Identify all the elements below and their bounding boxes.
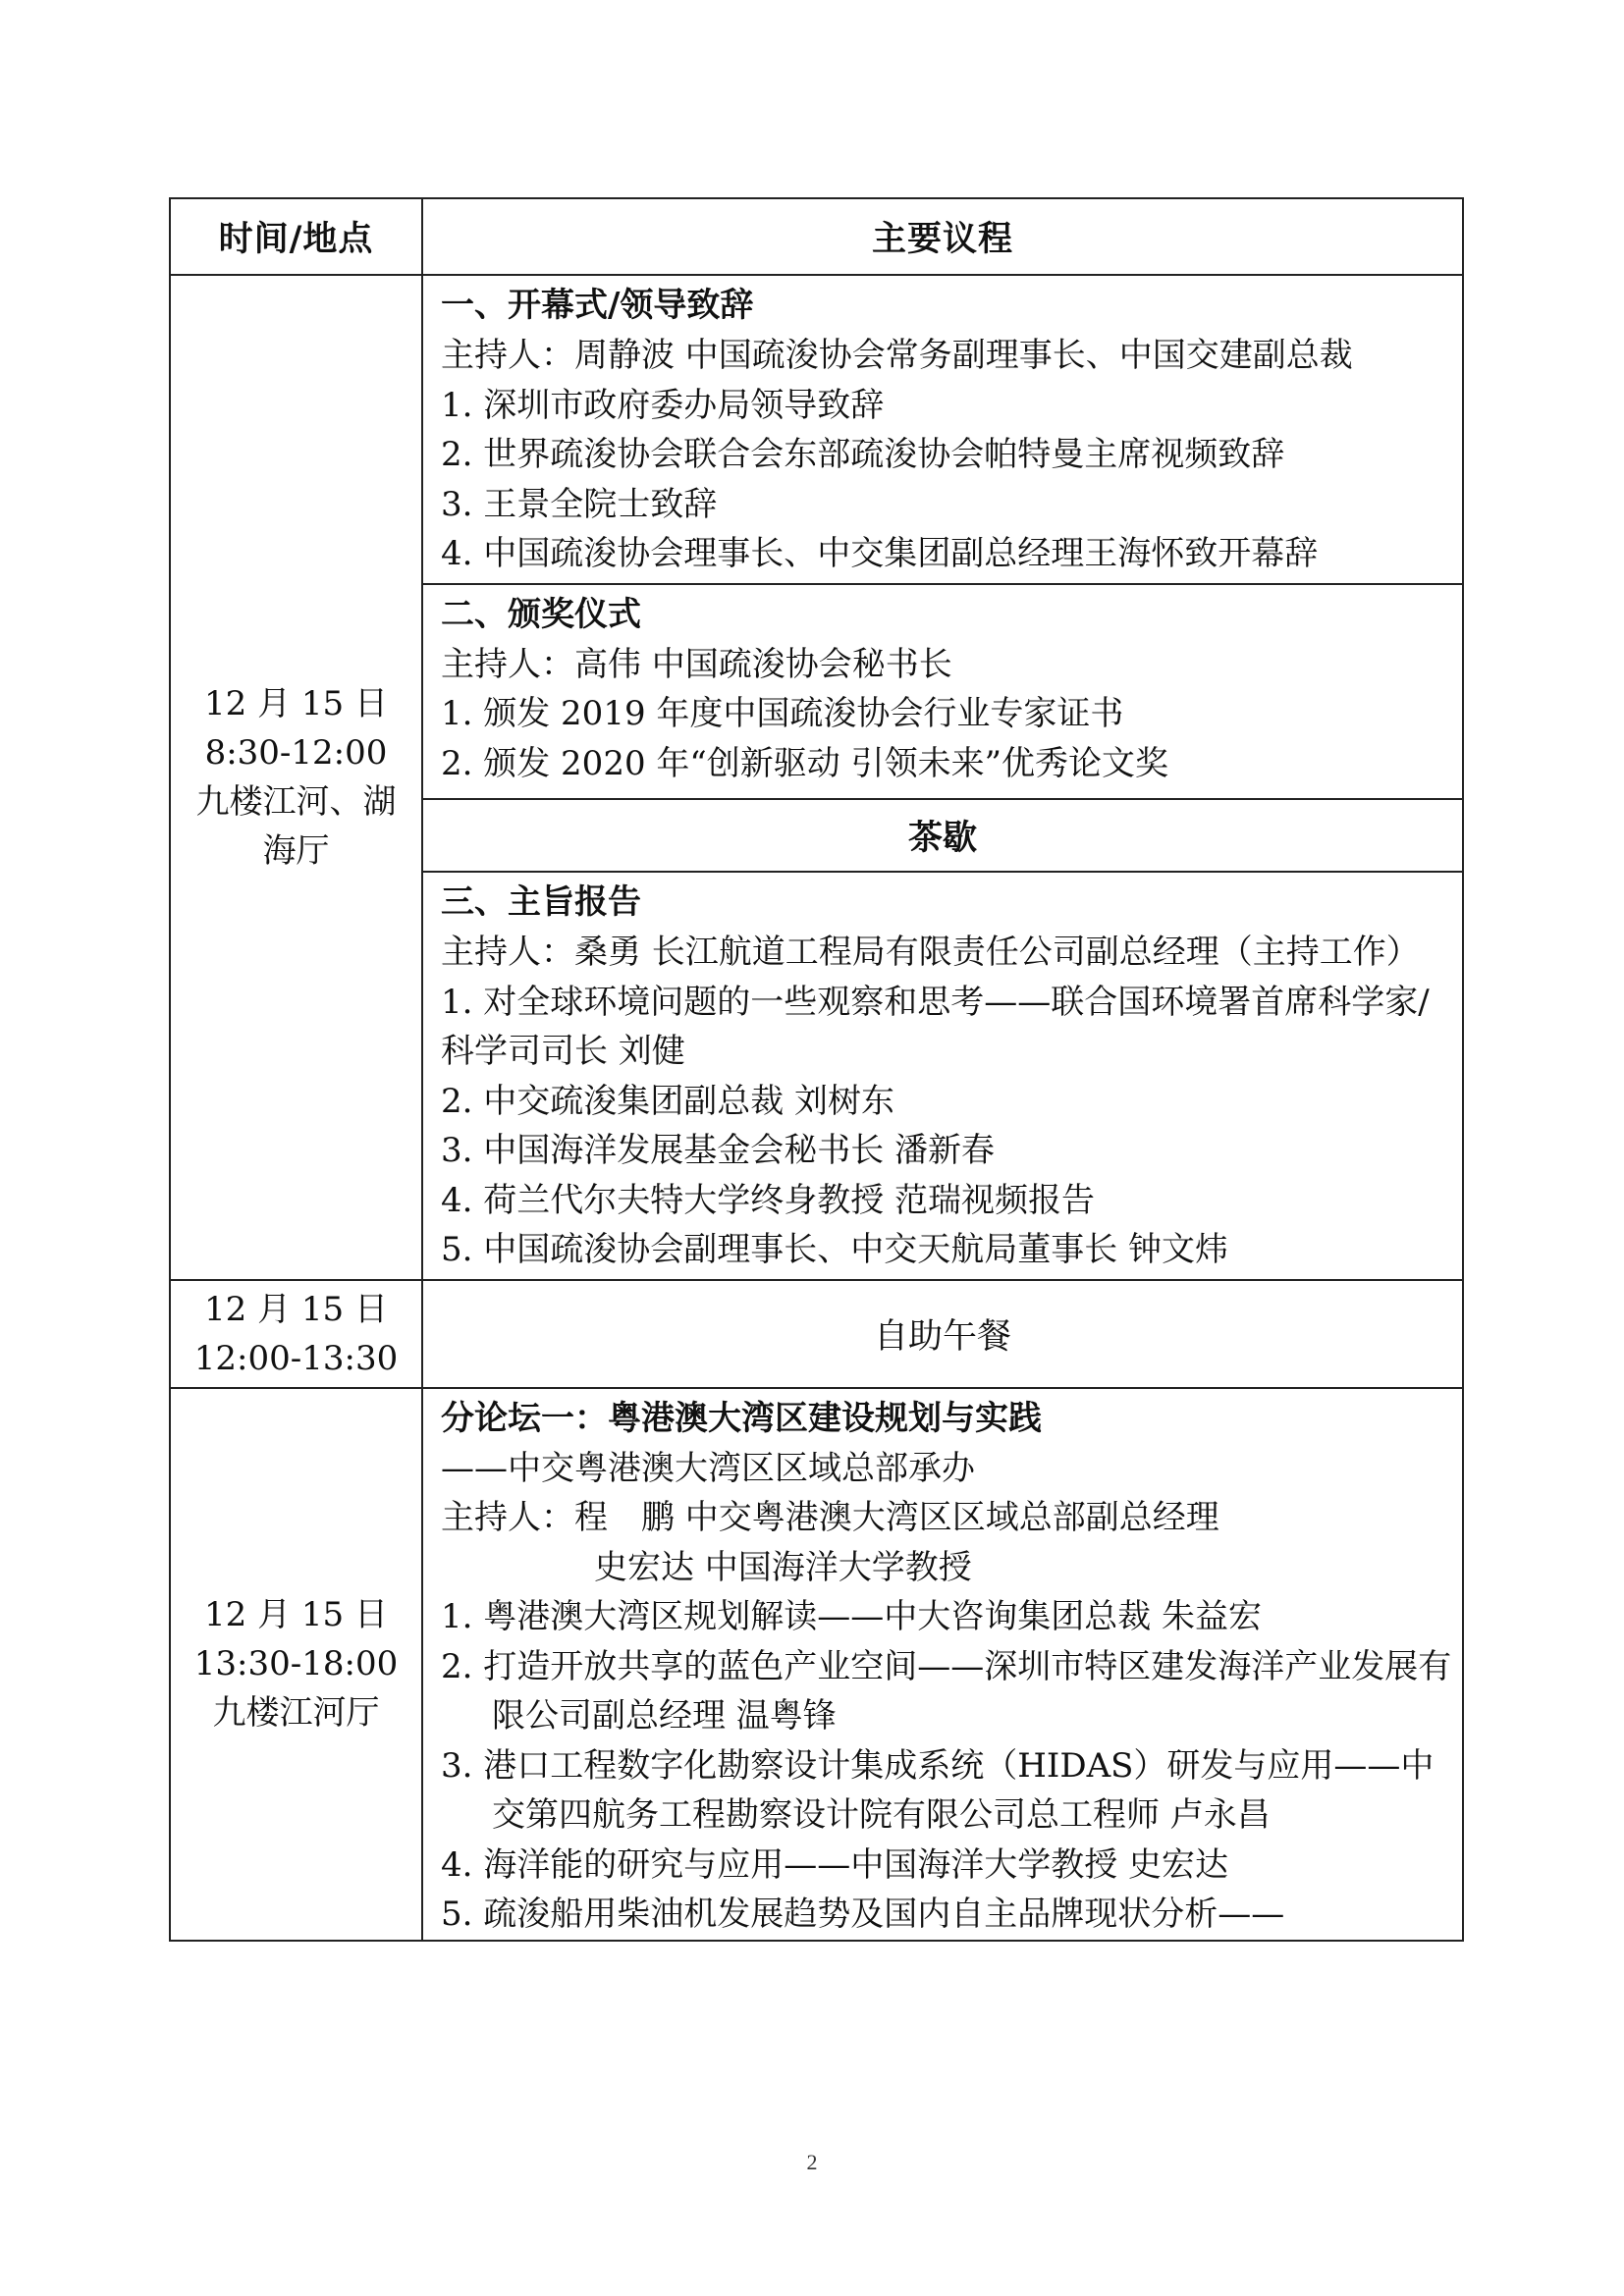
forum1-item-4: 4. 海洋能的研究与应用——中国海洋大学教授 史宏达: [441, 1844, 1229, 1885]
agenda-table: [169, 197, 1464, 1942]
award-title: 二、颁奖仪式: [441, 594, 641, 634]
keynote-host: 主持人：桑勇 长江航道工程局有限责任公司副总经理（主持工作）: [441, 933, 1420, 972]
lunch-row: [170, 1280, 1463, 1388]
award-item-1: 1. 颁发 2019 年度中国疏浚协会行业专家证书: [441, 694, 1124, 733]
opening-cell: [422, 275, 1463, 584]
block2-date: 12 月 15 日: [204, 1289, 388, 1329]
opening-title: 一、开幕式/领导致辞: [441, 286, 754, 325]
forum1-item-5: 5. 疏浚船用柴油机发展趋势及国内自主品牌现状分析——: [441, 1895, 1285, 1934]
header-time-place: 时间/地点: [170, 198, 422, 275]
forum1-host-1: 主持人：程 鹏 中交粤港澳大湾区区域总部副总经理: [441, 1498, 1219, 1537]
forum1-title: 分论坛一：粤港澳大湾区建设规划与实践: [441, 1398, 1042, 1438]
opening-item-2: 2. 世界疏浚协会联合会东部疏浚协会帕特曼主席视频致辞: [441, 435, 1285, 474]
opening-item-3: 3. 王景全院士致辞: [441, 484, 718, 524]
award-item-2: 2. 颁发 2020 年“创新驱动 引领未来”优秀论文奖: [441, 743, 1168, 783]
forum1-item-2: 2. 打造开放共享的蓝色产业空间——深圳市特区建发海洋产业发展有限公司副总经理 温粤锋: [441, 1646, 1452, 1735]
forum1-row: [170, 1388, 1463, 1941]
keynote-item-5: 5. 中国疏浚协会副理事长、中交天航局董事长 钟文炜: [441, 1230, 1229, 1269]
forum1-item-1: 1. 粤港澳大湾区规划解读——中大咨询集团总裁 朱益宏: [441, 1597, 1263, 1636]
keynote-item-3: 3. 中国海洋发展基金会秘书长 潘新春: [441, 1131, 996, 1170]
opening-item-4: 4. 中国疏浚协会理事长、中交集团副总经理王海怀致开幕辞: [441, 534, 1319, 573]
page-number: 2: [806, 2150, 818, 2174]
block3-time: 13:30-18:00: [193, 1644, 399, 1683]
award-cell: [422, 584, 1463, 800]
block2-time-cell: [170, 1280, 422, 1388]
block3-place: 九楼江河厅: [212, 1693, 380, 1733]
block1-place-line2: 海厅: [262, 830, 330, 871]
keynote-title: 三、主旨报告: [441, 882, 641, 922]
opening-host: 主持人：周静波 中国疏浚协会常务副理事长、中国交建副总裁: [441, 336, 1353, 375]
opening-row: [170, 275, 1463, 584]
tea-break-cell: 茶歇: [422, 799, 1463, 872]
award-host: 主持人：高伟 中国疏浚协会秘书长: [441, 644, 952, 684]
keynote-cell: [422, 872, 1463, 1280]
block1-time: 8:30-12:00: [204, 732, 388, 773]
keynote-item-4: 4. 荷兰代尔夫特大学终身教授 范瑞视频报告: [441, 1180, 1096, 1220]
keynote-item-1: 1. 对全球环境问题的一些观察和思考——联合国环境署首席科学家/科学司司长 刘健: [441, 982, 1430, 1071]
keynote-item-2: 2. 中交疏浚集团副总裁 刘树东: [441, 1081, 895, 1121]
forum1-cell: [422, 1388, 1463, 1941]
forum1-host-2: 史宏达 中国海洋大学教授: [594, 1547, 972, 1587]
block3-time-cell: [170, 1388, 422, 1941]
header-row: [170, 198, 1463, 275]
forum1-item-3: 3. 港口工程数字化勘察设计集成系统（HIDAS）研发与应用——中交第四航务工程勘察设计院有限公司总工程师 卢永昌: [441, 1745, 1435, 1835]
lunch-cell: 自助午餐: [422, 1280, 1463, 1388]
block3-date: 12 月 15 日: [204, 1595, 388, 1634]
header-agenda: 主要议程: [422, 198, 1463, 275]
block1-place-line1: 九楼江河、湖: [195, 781, 397, 822]
opening-item-1: 1. 深圳市政府委办局领导致辞: [441, 385, 885, 425]
block1-date: 12 月 15 日: [204, 683, 388, 723]
forum1-organizer: ——中交粤港澳大湾区区域总部承办: [441, 1448, 975, 1488]
block1-time-cell: [170, 275, 422, 1280]
block2-time: 12:00-13:30: [193, 1338, 399, 1378]
